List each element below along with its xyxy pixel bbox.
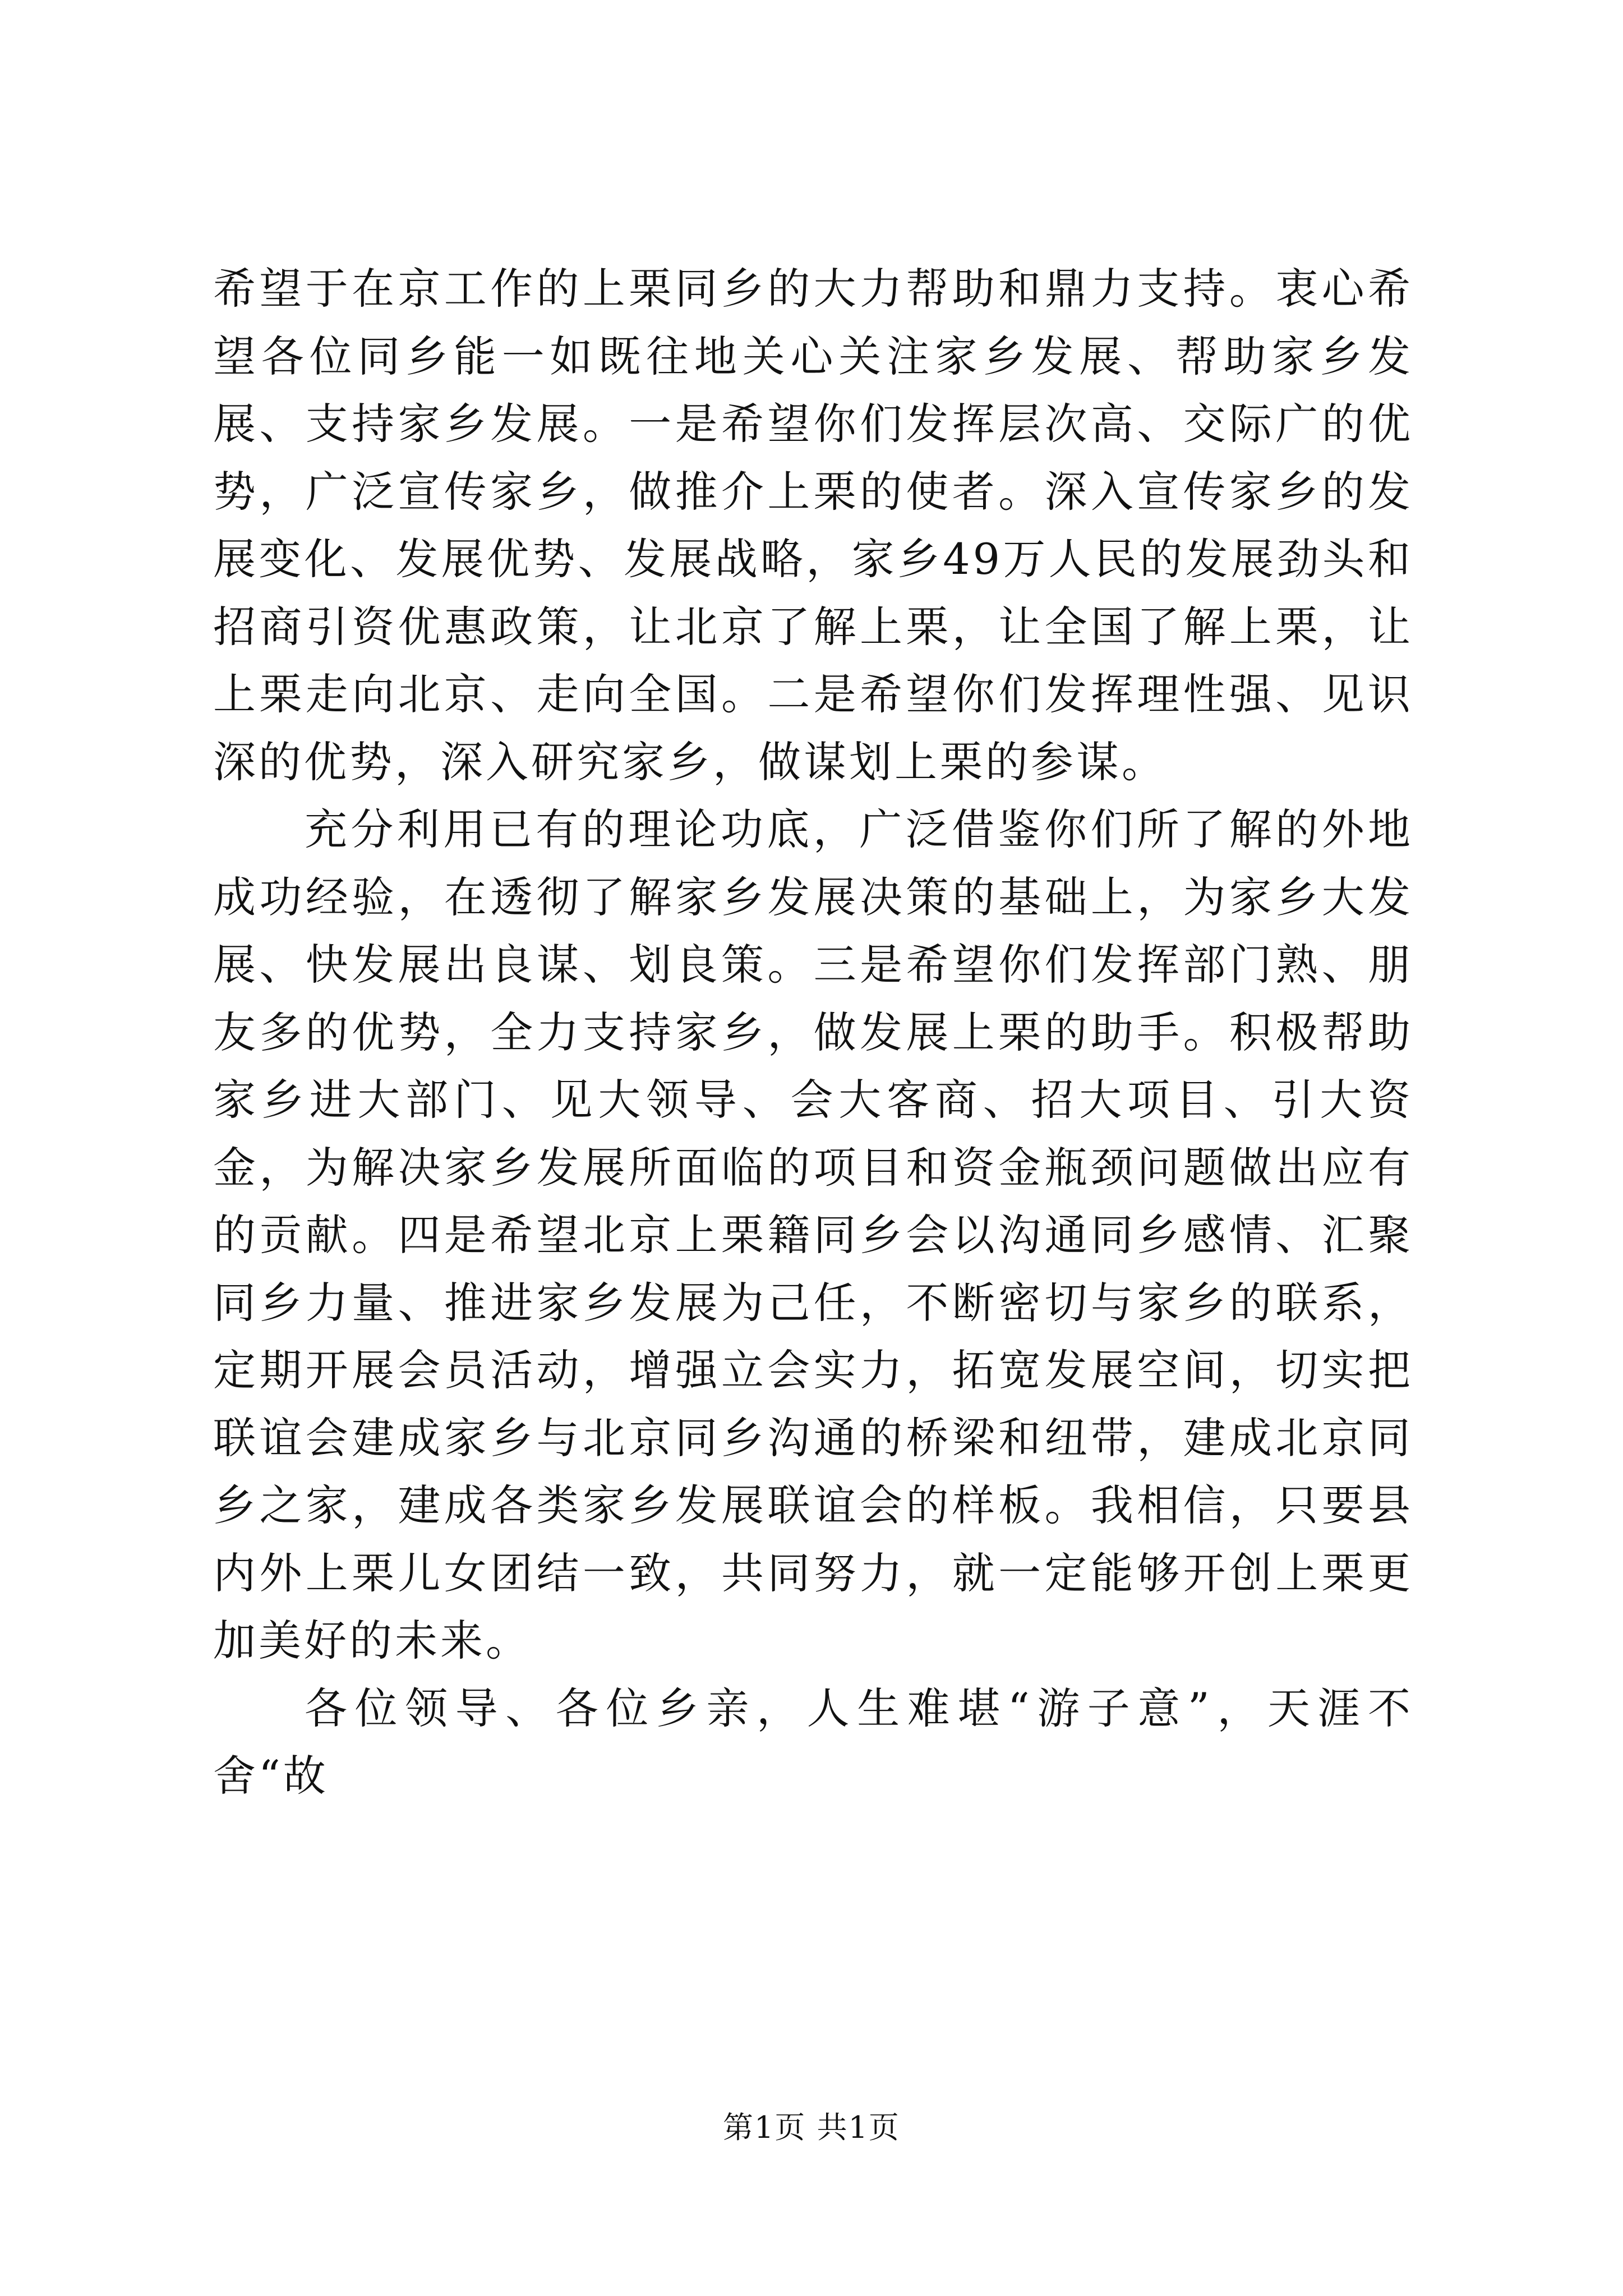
document-body	[213, 255, 1413, 1810]
page-footer: 第1页 共1页	[723, 2110, 900, 2145]
paragraph-1: 希望于在京工作的上栗同乡的大力帮助和鼎力支持。衷心希望各位同乡能一如既往地关心关注家乡发展、帮助家乡发展、支持家乡发展。一是希望你们发挥层次高、交际广的优势，广泛宣传家乡，做推介上栗的使者。深入宣传家乡的发展变化、发展优势、发展战略，家乡49万人民的发展劲头和招商引资优惠政策，让北京了解上栗，让全国了解上栗，让上栗走向北京、走向全国。二是希望你们发挥理性强、见识深的优势，深入研究家乡，做谋划上栗的参谋。	[213, 264, 1413, 787]
paragraph-3: 各位领导、各位乡亲，人生难堪“游子意”，天涯不舍“故	[213, 1683, 1413, 1801]
paragraph-2: 充分利用已有的理论功底，广泛借鉴你们所了解的外地成功经验，在透彻了解家乡发展决策的基础上，为家乡大发展、快发展出良谋、划良策。三是希望你们发挥部门熟、朋友多的优势，全力支持家乡，做发展上栗的助手。积极帮助家乡进大部门、见大领导、会大客商、招大项目、引大资金，为解决家乡发展所面临的项目和资金瓶颈问题做出应有的贡献。四是希望北京上栗籍同乡会以沟通同乡感情、汇聚同乡力量、推进家乡发展为己任，不断密切与家乡的联系，定期开展会员活动，增强立会实力，拓宽发展空间，切实把联谊会建成家乡与北京同乡沟通的桥梁和纽带，建成北京同乡之家，建成各类家乡发展联谊会的样板。我相信，只要县内外上栗儿女团结一致，共同努力，就一定能够开创上栗更加美好的未来。	[213, 804, 1413, 1665]
